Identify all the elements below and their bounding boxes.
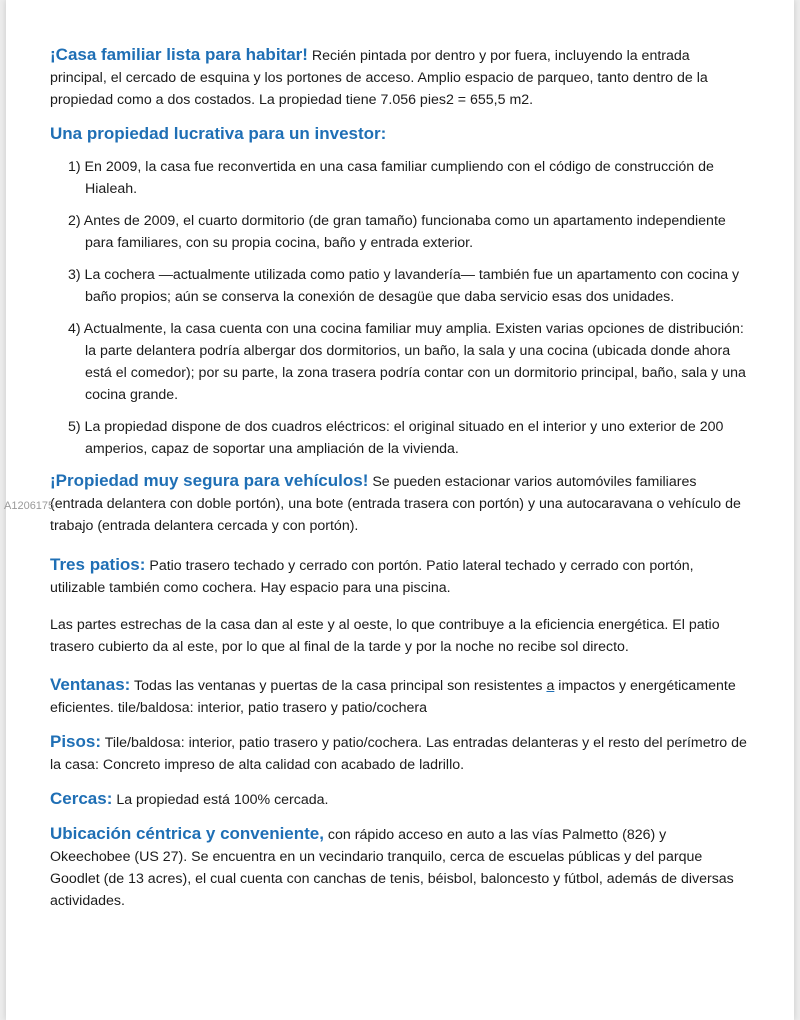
investor-heading <box>50 123 750 146</box>
windows-paragraph <box>50 674 750 719</box>
location-text: con rápido acceso en auto a las vías Palmetto (826) y Okeechobee (US 27). Se encuentra en un vecindario tranquilo, cerca de escuelas públicas y del parque Goodlet (de 13 acres), el cual cuenta con canchas de tenis, béisbol, baloncesto y fútbol, además de diversas actividades. <box>50 827 734 909</box>
watermark-text: A1206175 <box>4 500 55 512</box>
fences-text: La propiedad está 100% cercada. <box>112 792 329 808</box>
floors-text: Tile/baldosa: interior, patio trasero y patio/cochera. Las entradas delanteras y el resto del perímetro de la casa: Concreto impreso de alta calidad con acabado de ladrillo. <box>50 735 747 773</box>
location-heading: Ubicación céntrica y conveniente, <box>50 824 324 843</box>
list-item: 3) La cochera —actualmente utilizada como patio y lavandería— también fue un apartamento con cocina y baño propios; aún se conserva la conexión de desagüe que daba servicio esas dos unidades. <box>68 267 740 305</box>
floors-paragraph <box>50 731 750 776</box>
document-page <box>6 0 794 1020</box>
windows-text-a: Todas las ventanas y puertas de la casa principal son resistentes <box>130 678 547 694</box>
location-paragraph <box>50 823 750 912</box>
orientation-paragraph: Las partes estrechas de la casa dan al este y al oeste, lo que contribuye a la eficiencia energética. El patio trasero cubierto da al este, por lo que al final de la tarde y por la noche no recibe sol directo. <box>50 617 720 655</box>
investor-heading-text: Una propiedad lucrativa para un investor: <box>50 124 387 143</box>
list-item: 2) Antes de 2009, el cuarto dormitorio (de gran tamaño) funcionaba como un apartamento independiente para familiares, con su propia cocina, baño y entrada exterior. <box>68 213 726 251</box>
windows-text-underlined: a <box>546 678 555 694</box>
vehicles-heading: ¡Propiedad muy segura para vehículos! <box>50 471 369 490</box>
intro-heading: ¡Casa familiar lista para habitar! <box>50 45 308 64</box>
list-item: 5) La propiedad dispone de dos cuadros eléctricos: el original situado en el interior y uno exterior de 200 amperios, capaz de soportar una ampliación de la vivienda. <box>68 419 724 457</box>
intro-text: Recién pintada por dentro y por fuera, incluyendo la entrada principal, el cercado de esquina y los portones de acceso. Amplio espacio de parqueo, tanto dentro de la propiedad como a dos costados. La propiedad tiene 7.056 pies2 = 655,5 m2. <box>50 48 708 108</box>
investor-list <box>50 156 750 460</box>
windows-heading: Ventanas: <box>50 675 131 694</box>
vehicles-paragraph <box>50 470 750 537</box>
list-item: 4) Actualmente, la casa cuenta con una cocina familiar muy amplia. Existen varias opciones de distribución: la parte delantera podría albergar dos dormitorios, un baño, la sala y una cocina (ubicada donde ahora está el comedor); por su parte, la zona trasera podría contar con un dormitorio principal, baño, sala y una cocina grande. <box>68 321 746 403</box>
list-item: 1) En 2009, la casa fue reconvertida en una casa familiar cumpliendo con el código de construcción de Hialeah. <box>68 159 714 197</box>
floors-heading: Pisos: <box>50 732 102 751</box>
patios-text: Patio trasero techado y cerrado con portón. Patio lateral techado y cerrado con portón, utilizable también como cochera. Hay espacio para una piscina. <box>50 558 694 596</box>
vehicles-text: Se pueden estacionar varios automóviles familiares (entrada delantera con doble portón), una bote (entrada trasera con portón) y una autocaravana o vehículo de trabajo (entrada delantera cercada y con portón). <box>50 474 741 534</box>
fences-paragraph <box>50 788 750 811</box>
windows-text-b: impactos y energéticamente eficientes. tile/baldosa: interior, patio trasero y patio/cochera <box>50 678 736 716</box>
intro-paragraph <box>50 44 750 111</box>
patios-paragraph <box>50 554 750 599</box>
document-content <box>50 44 750 912</box>
patios-heading: Tres patios: <box>50 555 146 574</box>
fences-heading: Cercas: <box>50 789 113 808</box>
